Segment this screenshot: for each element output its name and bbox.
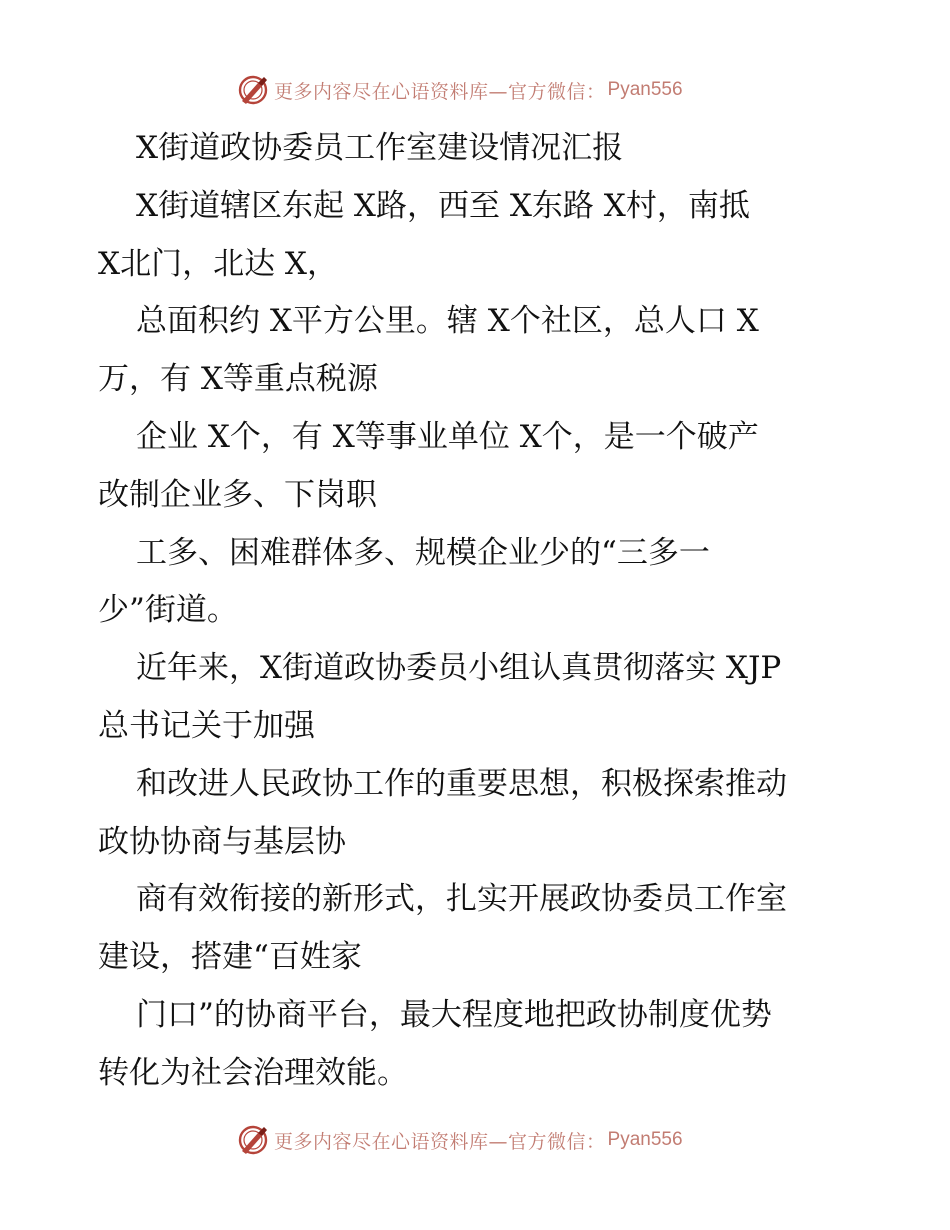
footer-watermark xyxy=(236,1122,683,1158)
pen-logo-icon xyxy=(236,73,270,107)
text-line: 和改进人民政协工作的重要思想，积极探索推动 xyxy=(136,765,787,802)
text-line: 总面积约 X平方公里。辖 X个社区，总人口 X xyxy=(136,303,759,340)
text-line: 万，有 X等重点税源 xyxy=(98,361,378,398)
text-line: 转化为社会治理效能。 xyxy=(98,1054,408,1091)
text-line: 政协协商与基层协 xyxy=(98,823,346,860)
document-text xyxy=(98,120,858,1103)
text-line: 建设，搭建“百姓家 xyxy=(98,939,362,976)
watermark-wechat-id: Pyan556 xyxy=(607,79,683,100)
text-line: X北门，北达 X， xyxy=(98,245,338,282)
watermark-text: 更多内容尽在心语资料库—官方微信： xyxy=(274,80,606,103)
document-title: X街道政协委员工作室建设情况汇报 xyxy=(136,130,624,166)
watermark-wechat-id: Pyan556 xyxy=(607,1129,683,1150)
text-line: 商有效衔接的新形式，扎实开展政协委员工作室 xyxy=(136,881,787,918)
document-body xyxy=(98,120,858,1103)
header-watermark xyxy=(236,72,683,108)
text-line: 工多、困难群体多、规模企业少的“三多一 xyxy=(136,534,710,571)
text-line: 门口”的协商平台，最大程度地把政协制度优势 xyxy=(136,996,772,1033)
text-line: 总书记关于加强 xyxy=(98,707,315,744)
text-line: 少”街道。 xyxy=(98,592,238,629)
text-line: X街道辖区东起 X路，西至 X东路 X村，南抵 xyxy=(136,187,750,224)
text-line: 改制企业多、下岗职 xyxy=(98,476,377,513)
text-line: 企业 X个，有 X等事业单位 X个，是一个破产 xyxy=(136,418,759,455)
watermark-text: 更多内容尽在心语资料库—官方微信： xyxy=(274,1130,606,1153)
pen-logo-icon xyxy=(236,1123,270,1157)
text-line: 近年来，X街道政协委员小组认真贯彻落实 XJP xyxy=(136,650,782,687)
